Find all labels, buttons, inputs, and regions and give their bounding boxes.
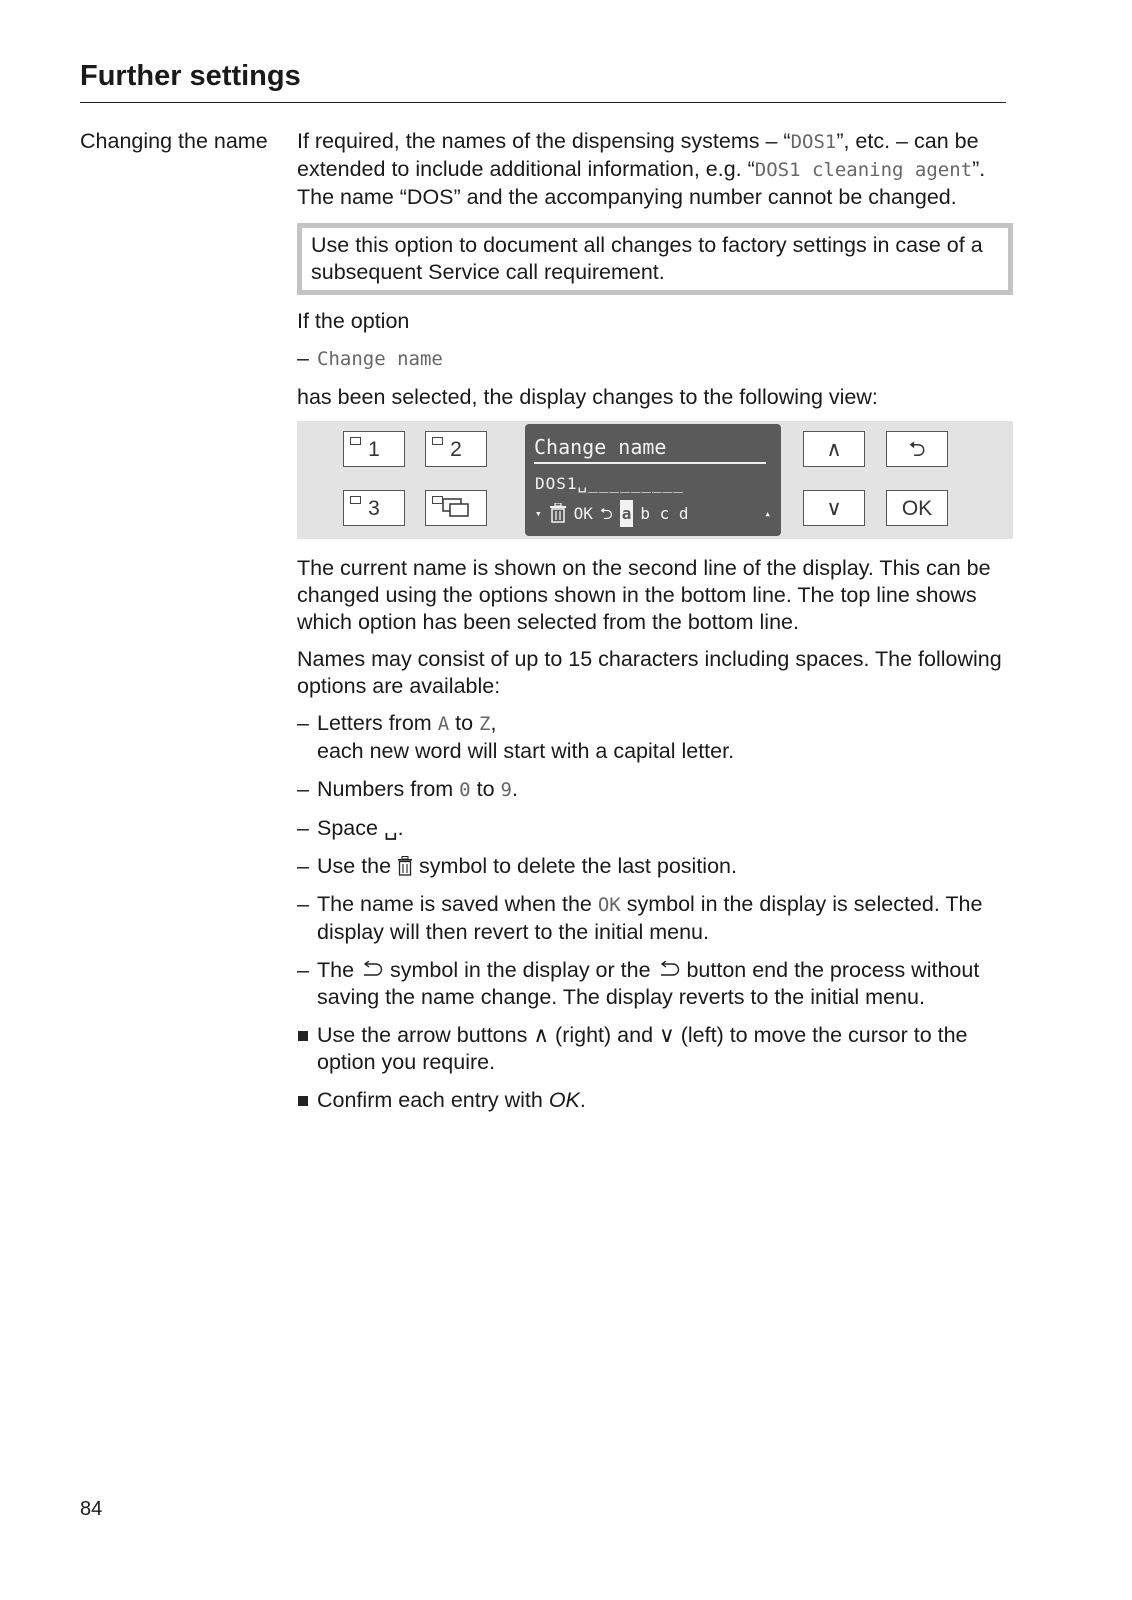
intro-paragraph: If required, the names of the dispensing systems – “DOS1”, etc. – can be extended to include additional information, e.g. “DOS1 cleaning agent”. The name “DOS” and the accompanying number cannot be changed. — [297, 129, 986, 209]
page-number: 84 — [80, 1498, 103, 1520]
space-symbol: ␣ — [383, 816, 398, 840]
bullet-square — [298, 1096, 308, 1106]
display-divider — [534, 462, 766, 464]
scroll-down-icon: ▾ — [535, 506, 542, 520]
page-title: Further settings — [80, 60, 301, 92]
back-button: ⮌ — [886, 431, 948, 467]
arrow-down-button: ∨ — [803, 490, 865, 526]
option-outro: has been selected, the display changes to the following view: — [297, 385, 878, 409]
option-letters: – Letters from A to Z, each new word will start with a capital letter. — [297, 710, 1013, 765]
scroll-up-icon: ▴ — [764, 506, 771, 520]
letter-options: b c d — [640, 503, 689, 523]
key-menu-button — [425, 490, 487, 526]
option-space: – Space ␣. — [297, 815, 1013, 842]
windows-icon — [441, 497, 471, 519]
key-2-button: 2 — [425, 431, 487, 467]
name-length-info: Names may consist of up to 15 characters including spaces. The following options are available: — [297, 647, 1002, 698]
step-arrows: Use the arrow buttons ∧ (right) and ∨ (left) to move the cursor to the option you require. — [297, 1022, 1013, 1076]
main-content — [297, 128, 1013, 1125]
service-note: Use this option to document all changes to factory settings in case of a subsequent Service call requirement. — [297, 223, 1013, 295]
back-arrow-icon — [657, 961, 681, 979]
option-delete: – Use the symbol to delete the last position. — [297, 853, 1013, 880]
key-3-button: 3 — [343, 490, 405, 526]
bullet-square — [298, 1031, 308, 1041]
lcd-display — [525, 424, 781, 536]
led-indicator — [432, 437, 443, 445]
option-cancel: – The symbol in the display or the button end the process without saving the name change. The display reverts to the initial menu. — [297, 957, 1013, 1011]
trash-icon — [549, 503, 567, 523]
display-name-line: DOS1␣_________ — [535, 474, 684, 493]
arrow-up-button: ∧ — [803, 431, 865, 467]
option-intro: If the option — [297, 309, 410, 333]
selected-letter: a — [620, 500, 634, 527]
key-1-button: 1 — [343, 431, 405, 467]
display-back-icon: ⮌ — [599, 503, 613, 523]
trash-icon — [397, 856, 413, 876]
back-arrow-icon — [360, 961, 384, 979]
display-explanation: The current name is shown on the second line of the display. This can be changed using the options shown in the bottom line. The top line shows which option has been selected from the bottom line. — [297, 556, 991, 634]
display-ok-option: OK — [573, 503, 593, 523]
led-indicator — [350, 437, 361, 445]
led-indicator — [350, 496, 361, 504]
led-indicator — [432, 496, 443, 504]
option-item: – Change name — [297, 345, 1013, 373]
step-confirm: Confirm each entry with OK. — [297, 1087, 1013, 1114]
option-numbers: – Numbers from 0 to 9. — [297, 776, 1013, 804]
title-divider — [80, 102, 1006, 103]
display-option-line — [535, 500, 771, 526]
section-label: Changing the name — [80, 129, 268, 153]
display-top-line: Change name — [534, 435, 667, 459]
option-save: – The name is saved when the OK symbol in the display is selected. The display will then revert to the initial menu. — [297, 891, 1013, 946]
ok-button: OK — [886, 490, 948, 526]
control-panel-illustration — [297, 421, 1013, 539]
